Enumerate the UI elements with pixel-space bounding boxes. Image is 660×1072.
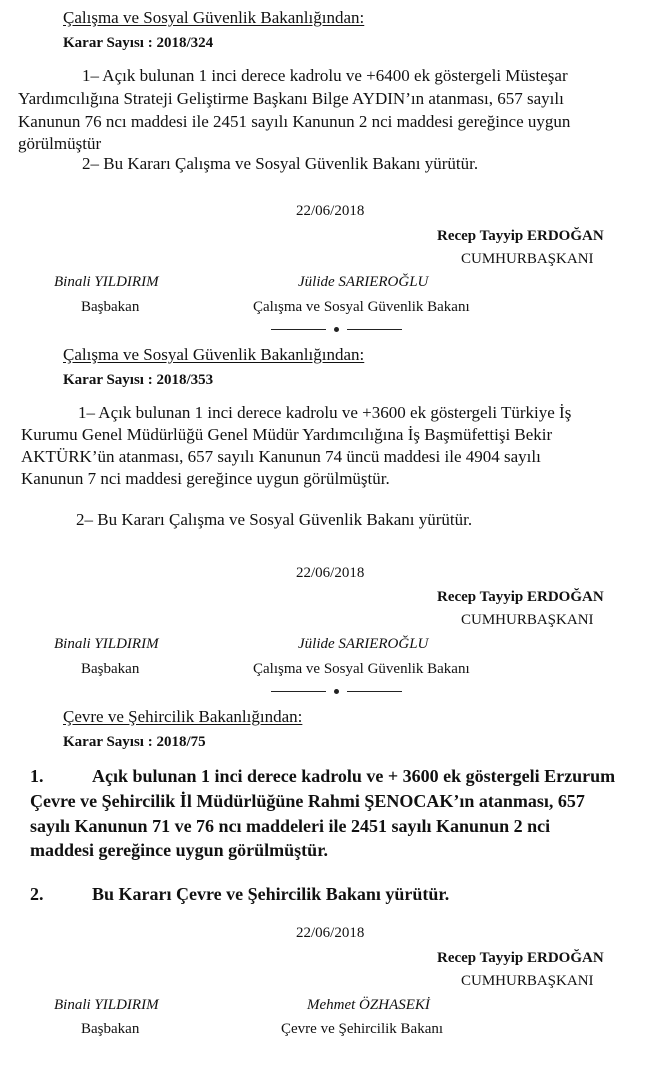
decision-date: 22/06/2018 xyxy=(296,925,365,941)
item-number: 2. xyxy=(30,884,44,904)
signatory-title: Başbakan xyxy=(81,1021,140,1037)
decision-item-1-line: Kanunun 7 nci maddesi gereğince uygun görülmüştür. xyxy=(21,469,390,488)
signatory-name: Binali YILDIRIM xyxy=(54,636,159,652)
signatory-name: Binali YILDIRIM xyxy=(54,274,159,290)
ministry-heading: Çalışma ve Sosyal Güvenlik Bakanlığından: xyxy=(63,345,365,364)
decision-item-1-line: 1– Açık bulunan 1 inci derece kadrolu ve +6400 ek göstergeli Müsteşar xyxy=(82,66,568,85)
decision-item-1-line: AKTÜRK’ün atanması, 657 sayılı Kanunun 74 üncü maddesi ile 4904 sayılı xyxy=(21,447,541,466)
decision-number: Karar Sayısı : 2018/324 xyxy=(63,35,214,51)
decision-date: 22/06/2018 xyxy=(296,203,365,219)
decision-item-1-line: Çevre ve Şehircilik İl Müdürlüğüne Rahmi ŞENOCAK’ın atanması, 657 xyxy=(30,791,585,811)
decision-item-1-line: görülmüştür xyxy=(18,134,102,153)
signatory-name: Jülide SARIEROĞLU xyxy=(298,274,429,290)
president-name: Recep Tayyip ERDOĞAN xyxy=(437,950,604,966)
decision-item-2: 2– Bu Kararı Çalışma ve Sosyal Güvenlik Bakanı yürütür. xyxy=(76,510,473,529)
decision-item-1-line: Yardımcılığına Strateji Geliştirme Başkanı Bilge AYDIN’ın atanması, 657 sayılı xyxy=(18,89,564,108)
item-number: 1. xyxy=(30,766,44,786)
decision-item-1-line: Açık bulunan 1 inci derece kadrolu ve + 3600 ek göstergeli Erzurum xyxy=(92,766,616,786)
signatory-name: Mehmet ÖZHASEKİ xyxy=(307,997,430,1013)
decision-item-1-line: Kanunun 76 ncı maddesi ile 2451 sayılı Kanunun 2 nci maddesi gereğince uygun xyxy=(18,112,571,131)
signatory-title: Çalışma ve Sosyal Güvenlik Bakanı xyxy=(253,661,470,677)
president-title: CUMHURBAŞKANI xyxy=(461,251,594,267)
ministry-heading: Çevre ve Şehircilik Bakanlığından: xyxy=(63,707,303,726)
signatory-title: Başbakan xyxy=(81,661,140,677)
decision-date: 22/06/2018 xyxy=(296,565,365,581)
signatory-title: Çevre ve Şehircilik Bakanı xyxy=(281,1021,444,1037)
decision-number: Karar Sayısı : 2018/353 xyxy=(63,372,214,388)
decision-item-1-line: Kurumu Genel Müdürlüğü Genel Müdür Yardımcılığına İş Başmüfettişi Bekir xyxy=(21,425,553,444)
decision-item-2: 2– Bu Kararı Çalışma ve Sosyal Güvenlik Bakanı yürütür. xyxy=(82,154,479,173)
president-title: CUMHURBAŞKANI xyxy=(461,612,594,628)
president-name: Recep Tayyip ERDOĞAN xyxy=(437,228,604,244)
decision-item-1-line: 1– Açık bulunan 1 inci derece kadrolu ve +3600 ek göstergeli Türkiye İş xyxy=(78,403,572,422)
decision-item-2: Bu Kararı Çevre ve Şehircilik Bakanı yürütür. xyxy=(92,884,450,904)
signatory-name: Binali YILDIRIM xyxy=(54,997,159,1013)
ministry-heading: Çalışma ve Sosyal Güvenlik Bakanlığından: xyxy=(63,8,365,27)
president-name: Recep Tayyip ERDOĞAN xyxy=(437,589,604,605)
signatory-title: Başbakan xyxy=(81,299,140,315)
president-title: CUMHURBAŞKANI xyxy=(461,973,594,989)
signatory-name: Jülide SARIEROĞLU xyxy=(298,636,429,652)
signatory-title: Çalışma ve Sosyal Güvenlik Bakanı xyxy=(253,299,470,315)
decision-number: Karar Sayısı : 2018/75 xyxy=(63,734,206,750)
decision-item-1-line: sayılı Kanunun 71 ve 76 ncı maddeleri ile 2451 sayılı Kanunun 2 nci xyxy=(30,816,551,836)
decision-item-1-line: maddesi gereğince uygun görülmüştür. xyxy=(30,840,329,860)
